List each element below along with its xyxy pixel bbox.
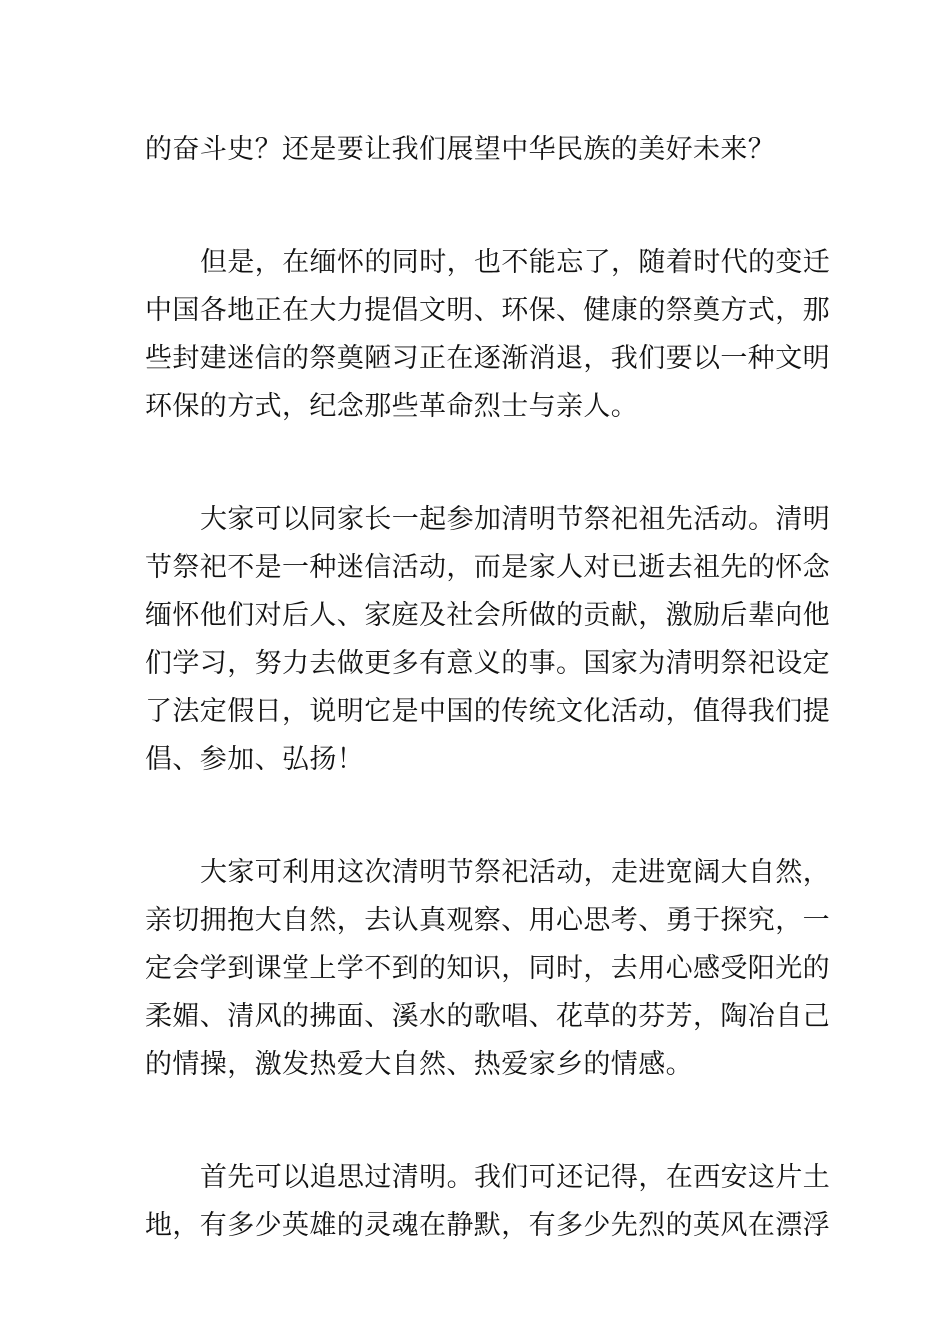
paragraph-gap	[145, 784, 810, 849]
paragraph-line: 柔媚、清风的拂面、溪水的歌唱、花草的芬芳，陶冶自己	[145, 1001, 830, 1032]
paragraph-line: 地，有多少英雄的灵魂在静默，有多少先烈的英风在漂浮	[145, 1210, 830, 1241]
paragraph-3	[145, 496, 831, 784]
paragraph-line: 首先可以追思过清明。我们可还记得，在西安这片土	[200, 1162, 831, 1193]
paragraph-gap	[145, 1089, 810, 1154]
paragraph-line: 大家可以同家长一起参加清明节祭祀祖先活动。清明	[200, 504, 831, 535]
paragraph-5	[145, 1154, 831, 1250]
paragraph-line: 定会学到课堂上学不到的知识，同时，去用心感受阳光的	[145, 953, 830, 984]
paragraph-line: 的情操，激发热爱大自然、热爱家乡的情感。	[145, 1049, 693, 1080]
paragraph-gap	[145, 174, 810, 239]
paragraph-line: 些封建迷信的祭奠陋习正在逐渐消退，我们要以一种文明	[145, 343, 830, 374]
paragraph-line: 节祭祀不是一种迷信活动，而是家人对已逝去祖先的怀念	[145, 552, 830, 583]
paragraph-2	[145, 239, 831, 431]
paragraph-line: 缅怀他们对后人、家庭及社会所做的贡献，激励后辈向他	[145, 600, 830, 631]
paragraph-line: 倡、参加、弘扬！	[145, 744, 365, 775]
paragraph-4	[145, 849, 831, 1089]
paragraph-line: 了法定假日，说明它是中国的传统文化活动，值得我们提	[145, 696, 830, 727]
paragraph-line: 中国各地正在大力提倡文明、环保、健康的祭奠方式，那	[145, 295, 830, 326]
paragraph-line: 亲切拥抱大自然，去认真观察、用心思考、勇于探究，一	[145, 905, 830, 936]
paragraph-line: 的奋斗史？还是要让我们展望中华民族的美好未来？	[145, 134, 776, 165]
paragraph-1	[145, 126, 810, 174]
document-body	[145, 126, 831, 1250]
paragraph-line: 大家可利用这次清明节祭祀活动，走进宽阔大自然，	[200, 857, 831, 888]
paragraph-line: 但是，在缅怀的同时，也不能忘了，随着时代的变迁	[200, 247, 831, 278]
paragraph-gap	[145, 431, 810, 496]
paragraph-line: 们学习，努力去做更多有意义的事。国家为清明祭祀设定	[145, 648, 830, 679]
paragraph-line: 环保的方式，纪念那些革命烈士与亲人。	[145, 391, 639, 422]
